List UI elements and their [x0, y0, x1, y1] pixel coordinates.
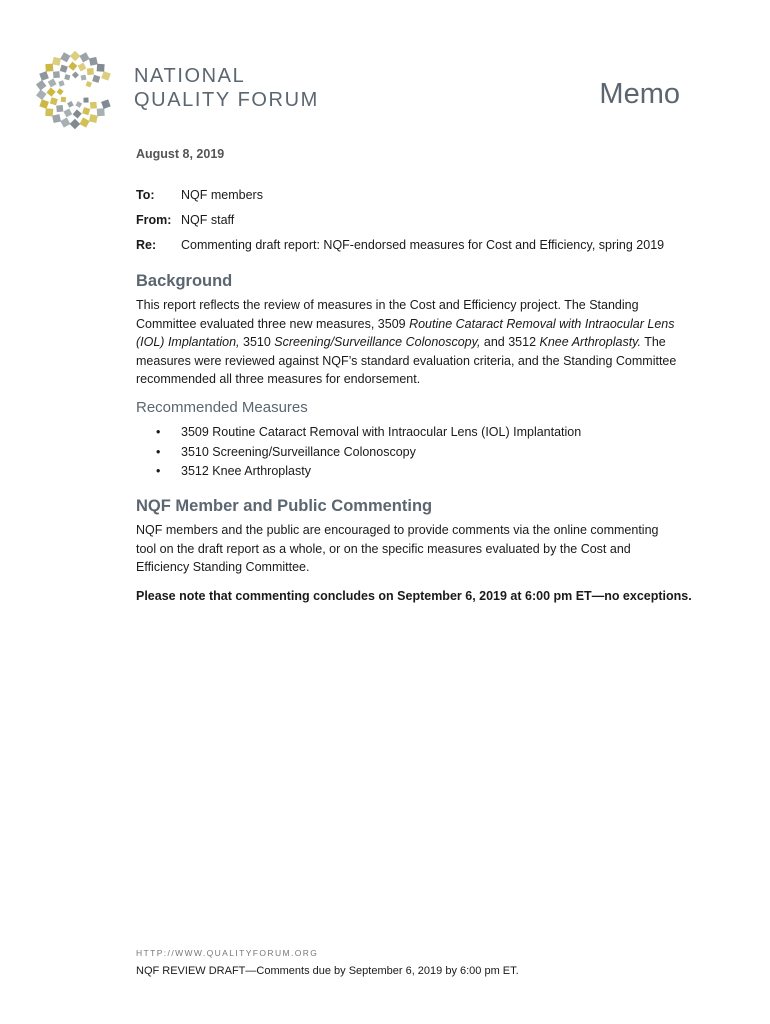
logo-square [83, 98, 88, 103]
logo-square [57, 88, 64, 95]
logo-square [45, 108, 53, 116]
logo-square [73, 109, 82, 118]
from-label: From: [136, 213, 172, 227]
logo-square [58, 80, 64, 86]
deadline-notice: Please note that commenting concludes on September 6, 2019 at 6:00 pm ET—no exceptions. [136, 589, 692, 603]
logo-square [87, 68, 94, 75]
recommended-heading: Recommended Measures [136, 399, 308, 416]
memo-title: Memo [599, 78, 680, 110]
logo-square [82, 107, 90, 115]
logo-square [89, 57, 98, 66]
logo-square [72, 71, 79, 78]
logo-square [47, 88, 56, 97]
logo-square [64, 74, 70, 80]
measure-3512-title: Knee Arthroplasty. [539, 335, 641, 349]
logo-line-2: QUALITY FORUM [134, 89, 319, 111]
logo-square [60, 65, 68, 73]
logo-square [60, 52, 70, 62]
background-text-1: This report reflects the review of measures in the Cost and Efficiency project. The Standing Committee evaluated three new measures, 3509 [136, 298, 639, 331]
logo-square [78, 63, 87, 72]
logo-square [52, 57, 61, 66]
logo-square [53, 71, 60, 78]
background-text-4: The measures were reviewed against NQF’s standard evaluation criteria, and the Standing Committee recommended all three measures for endorsement. [136, 335, 677, 386]
footer-note: NQF REVIEW DRAFT—Comments due by September 6, 2019 by 6:00 pm ET. [136, 965, 519, 977]
logo-square [79, 117, 89, 127]
to-label: To: [136, 188, 155, 202]
re-field [136, 238, 664, 252]
logo-line-1: NATIONAL [134, 65, 246, 87]
background-text-3: and 3512 [480, 335, 540, 349]
logo-square [48, 79, 57, 88]
logo-square [56, 105, 63, 112]
logo-square [52, 114, 61, 123]
logo-square [97, 108, 105, 116]
logo-square [45, 64, 53, 72]
commenting-heading: NQF Member and Public Commenting [136, 497, 433, 515]
from-field [136, 213, 234, 227]
logo-square [70, 51, 81, 62]
background-heading: Background [136, 272, 233, 290]
measure-3510-title: Screening/Surveillance Colonoscopy, [274, 335, 481, 349]
logo-square [89, 114, 98, 123]
logo-square [39, 71, 49, 81]
list-item: • 3510 Screening/Surveillance Colonoscopy [156, 443, 581, 463]
re-label: Re: [136, 238, 157, 252]
logo-wordmark [134, 64, 319, 112]
logo-square [36, 80, 47, 91]
logo-square [36, 89, 47, 100]
logo-square [61, 97, 66, 102]
logo-square [86, 81, 93, 88]
commenting-paragraph: NQF members and the public are encouraged to provide comments via the online commenting tool on the draft report as a whole, or on the specific measures evaluated by the Cost and Efficiency Standing Committee. [136, 523, 659, 574]
logo-square [60, 117, 70, 127]
from-value: NQF staff [181, 213, 235, 227]
measure-3509-title: Routine Cataract Removal with Intraocular Lens (IOL) Implantation, [136, 316, 675, 349]
logo-square [92, 75, 100, 83]
background-text-2: 3510 [239, 335, 275, 349]
logo-square [90, 102, 97, 109]
logo-square [75, 101, 82, 108]
nqf-logo [33, 50, 323, 130]
to-value: NQF members [181, 188, 263, 202]
logo-square [79, 52, 89, 62]
footer-url-link[interactable]: HTTP://WWW.QUALITYFORUM.ORG [136, 948, 319, 958]
logo-square [97, 64, 105, 72]
logo-square [101, 99, 111, 109]
background-paragraph [136, 296, 681, 389]
memo-date: August 8, 2019 [136, 147, 225, 161]
logo-square [50, 97, 58, 105]
to-field [136, 188, 263, 202]
logo-square [101, 71, 111, 81]
re-value: Commenting draft report: NQF-endorsed measures for Cost and Efficiency, spring 2019 [181, 238, 665, 252]
nqf-logo-mark-icon [33, 50, 123, 130]
recommended-list [156, 423, 581, 482]
logo-square [39, 99, 49, 109]
list-item: • 3512 Knee Arthroplasty [156, 462, 581, 482]
logo-square [70, 119, 81, 130]
logo-square [67, 101, 74, 108]
list-item: • 3509 Routine Cataract Removal with Intraocular Lens (IOL) Implantation [156, 423, 581, 443]
logo-square [63, 108, 72, 117]
logo-square [68, 62, 77, 71]
logo-square [81, 75, 87, 81]
